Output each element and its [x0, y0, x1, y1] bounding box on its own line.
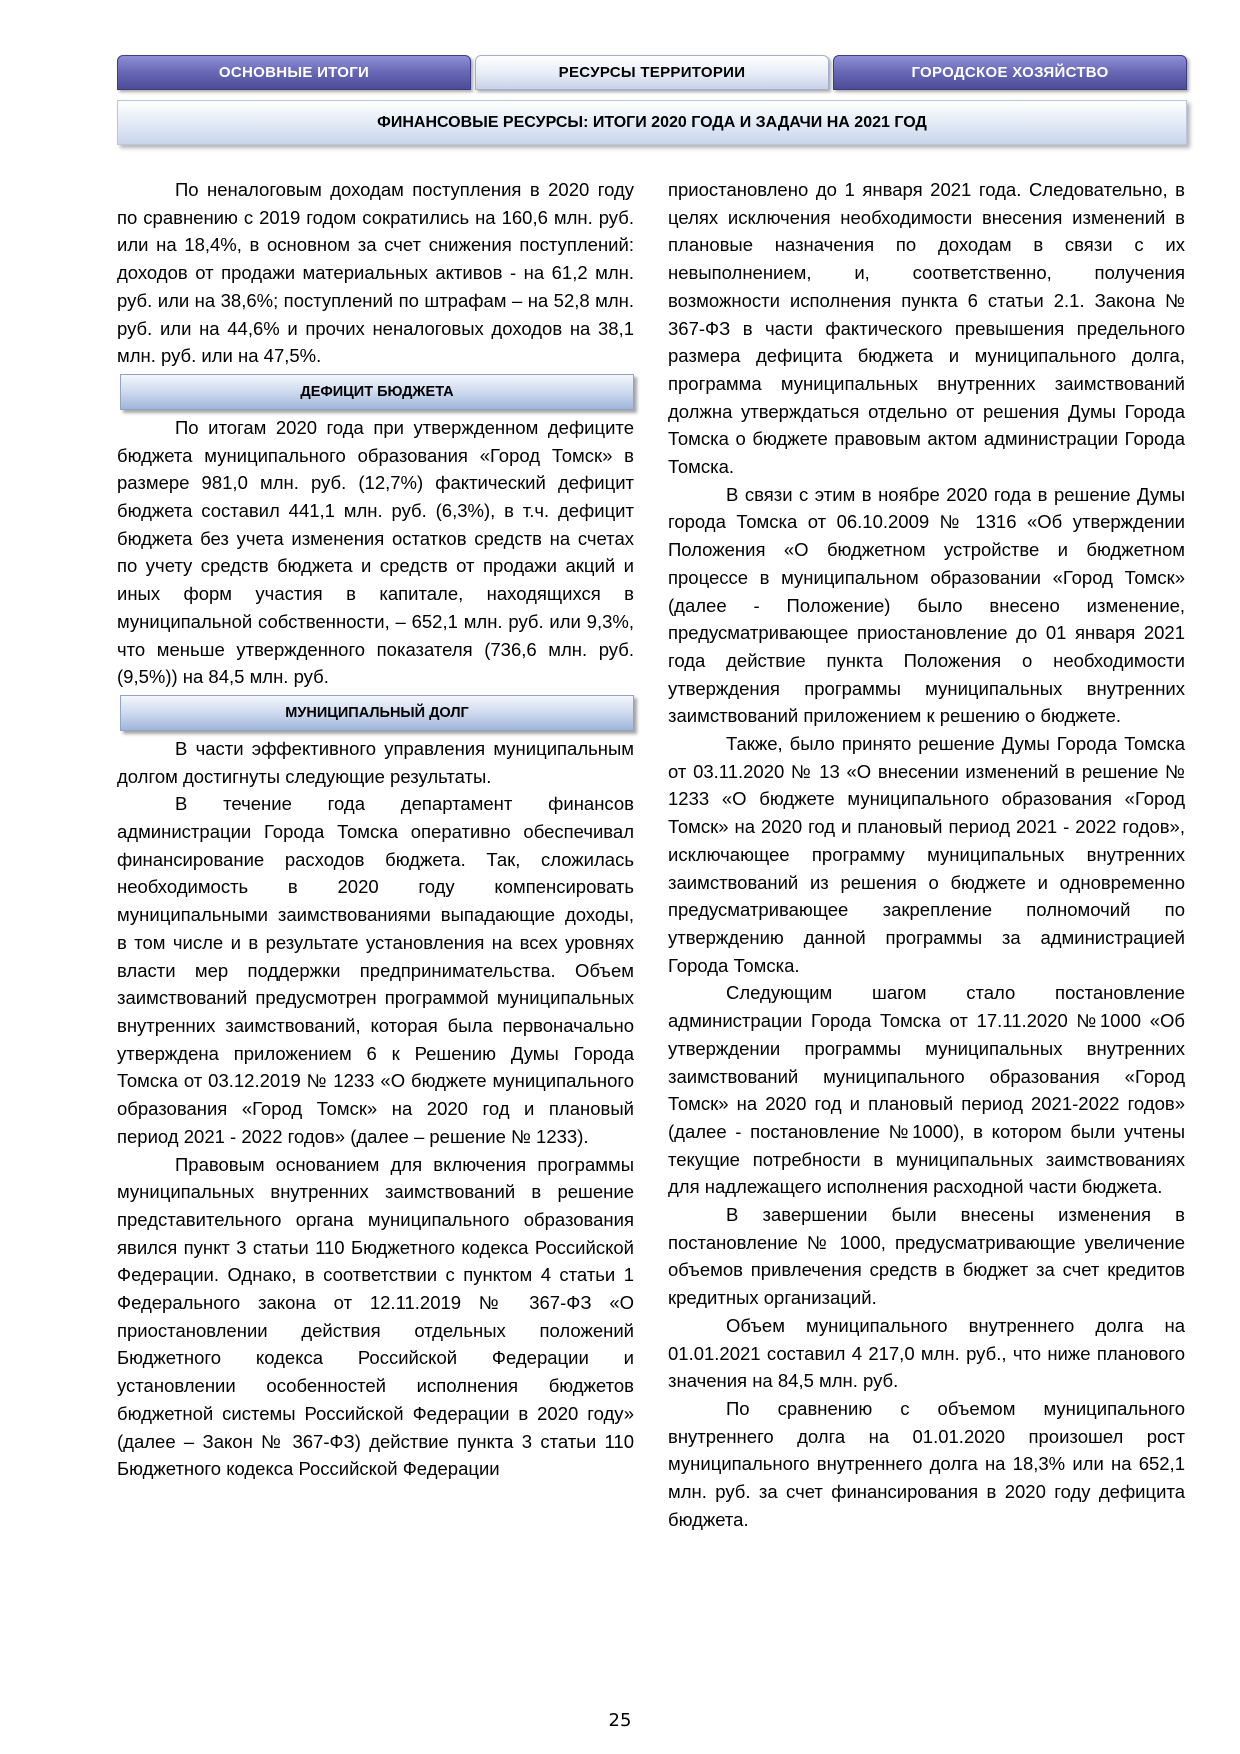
paragraph-amendments: В завершении были внесены изменения в постановление № 1000, предусматривающие увеличение объемов привлечения средств в бюджет за счет кредитов кредитных организаций. — [668, 1204, 1185, 1309]
paragraph-nontax-revenue: По неналоговым доходам поступления в 2020 году по сравнению с 2019 годом сократились на 160,6 млн. руб. или на 18,4%, в основном за счет снижения поступлений: доходов от продажи материальных активов - на 61,2 млн. руб. или на 38,6%; поступлений по штрафам – на 52,8 млн. руб. или на 44,6% и прочих неналоговых доходов на 38,1 млн. руб. или на 47,5%. — [117, 179, 634, 367]
paragraph-resolution-1000: Следующим шагом стало постановление администрации Города Томска от 17.11.2020 №1000 «Об утверждении программы муниципальных внутренних заимствований муниципального образования «Город Томск» на 2020 год и плановый период 2021-2022 годов» (далее - постановление №1000), в котором были учтены текущие потребности в муниципальных заимствованиях для надлежащего исполнения расходной части бюджета. — [668, 982, 1185, 1198]
top-navigation-tabs — [117, 55, 1187, 90]
paragraph-regulation-change: В связи с этим в ноябре 2020 года в решение Думы города Томска от 06.10.2009 № 1316 «Об утверждении Положения «О бюджетном устройстве и бюджетном процессе в муниципальном образовании «Город Томск» (далее - Положение) было внесено изменение, предусматривающее приостановление до 01 января 2021 года действие пункта Положения о необходимости утверждения программы муниципальных внутренних заимствований приложением к решению о бюджете. — [668, 483, 1185, 727]
right-column — [668, 176, 1185, 1533]
tab-main-results[interactable]: ОСНОВНЫЕ ИТОГИ — [117, 55, 471, 90]
paragraph-duma-decision: Также, было принято решение Думы Города Томска от 03.11.2020 № 13 «О внесении изменений в решение № 1233 «О бюджете муниципального образования «Город Томск» на 2020 год и плановый период 2021 - 2022 годов», исключающее программу муниципальных внутренних заимствований из решения о бюджете и одновременно предусматривающее закрепление полномочий по утверждению данной программы за администрацией Города Томска. — [668, 733, 1185, 976]
paragraph-continuation: приостановлено до 1 января 2021 года. Следовательно, в целях исключения необходимости внесения изменений в плановые назначения по доходам в связи с их невыполнением, и, соответственно, получения возможности исполнения пункта 6 статьи 2.1. Закона № 367-ФЗ в части фактического превышения предельного размера дефицита бюджета и муниципального долга, программа муниципальных внутренних заимствований должна утверждаться отдельно от решения Думы Города Томска о бюджете правовым актом администрации Города Томска. — [668, 179, 1185, 478]
tab-city-economy[interactable]: ГОРОДСКОЕ ХОЗЯЙСТВО — [833, 55, 1187, 90]
paragraph-debt-volume: Объем муниципального внутреннего долга на 01.01.2021 составил 4 217,0 млн. руб., что ниже планового значения на 84,5 млн. руб. — [668, 1314, 1185, 1392]
section-title-budget-deficit: ДЕФИЦИТ БЮДЖЕТА — [120, 374, 634, 410]
paragraph-legal-basis: Правовым основанием для включения программы муниципальных внутренних заимствований в решение представительного органа муниципального образования явился пункт 3 статьи 110 Бюджетного кодекса Российской Федерации. Однако, в соответствии с пунктом 4 статьи 1 Федерального закона от 12.11.2019 № 367-ФЗ «О приостановлении действия отдельных положений Бюджетного кодекса Российской Федерации и установлении особенностей исполнения бюджетов бюджетной системы Российской Федерации в 2020 году» (далее – Закон № 367-ФЗ) действие пункта 3 статьи 110 Бюджетного кодекса Российской Федерации — [117, 1153, 634, 1480]
paragraph-debt-growth: По сравнению с объемом муниципального внутреннего долга на 01.01.2020 произошел рост муниципального внутреннего долга на 18,3% или на 652,1 млн. руб. за счет финансирования в 2020 году дефицита бюджета. — [668, 1397, 1185, 1530]
section-header: ФИНАНСОВЫЕ РЕСУРСЫ: ИТОГИ 2020 ГОДА И ЗАДАЧИ НА 2021 ГОД — [117, 100, 1187, 145]
section-title-municipal-debt: МУНИЦИПАЛЬНЫЙ ДОЛГ — [120, 695, 634, 731]
paragraph-debt-intro: В части эффективного управления муниципальным долгом достигнуты следующие результаты. — [117, 737, 634, 787]
page-number: 25 — [608, 1710, 632, 1731]
tab-territory-resources[interactable]: РЕСУРСЫ ТЕРРИТОРИИ — [475, 55, 829, 90]
paragraph-debt-financing: В течение года департамент финансов администрации Города Томска оперативно обеспечивал финансирование расходов бюджета. Так, сложилась необходимость в 2020 году компенсировать муниципальными заимствованиями выпадающие доходы, в том числе и в результате установления на всех уровнях власти мер поддержки предпринимательства. Объем заимствований предусмотрен программой муниципальных внутренних заимствований, которая была первоначально утверждена приложением 6 к Решению Думы Города Томска от 03.12.2019 № 1233 «О бюджете муниципального образования «Город Томск» на 2020 год и плановый период 2021 - 2022 годов» (далее – решение № 1233). — [117, 793, 634, 1147]
left-column — [117, 176, 634, 1483]
paragraph-deficit: По итогам 2020 года при утвержденном дефиците бюджета муниципального образования «Город Томск» в размере 981,0 млн. руб. (12,7%) фактический дефицит бюджета составил 441,1 млн. руб. (6,3%), в т.ч. дефицит бюджета без учета изменения остатков средств на счетах по учету средств бюджета и средств от продажи акций и иных форм участия в капитале, находящихся в муниципальной собственности, – 652,1 млн. руб. или 9,3%, что меньше утвержденного показателя (736,6 млн. руб. (9,5%)) на 84,5 млн. руб. — [117, 416, 634, 688]
